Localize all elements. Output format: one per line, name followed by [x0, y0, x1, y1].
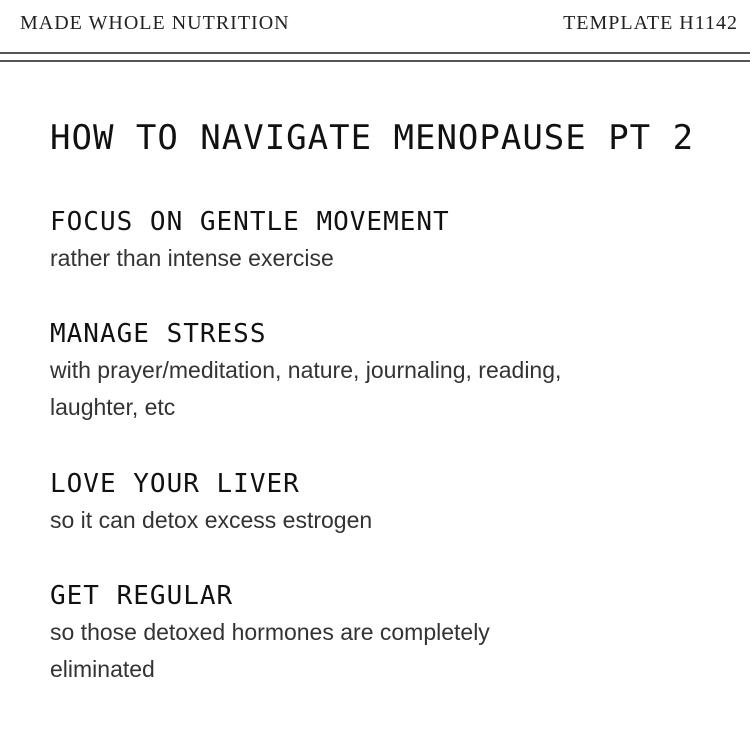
section-text: so those detoxed hormones are completely eliminated — [50, 619, 490, 682]
header-divider-bottom — [0, 60, 750, 62]
template-label: TEMPLATE H1142 — [563, 12, 738, 34]
section-love-liver — [50, 468, 690, 539]
section-heading: FOCUS ON GENTLE MOVEMENT — [50, 207, 450, 237]
header-divider-top — [0, 52, 750, 54]
section-text: rather than intense exercise — [50, 245, 334, 271]
section-get-regular — [50, 580, 690, 688]
page-title: HOW TO NAVIGATE MENOPAUSE PT 2 — [50, 118, 695, 158]
brand-name: MADE WHOLE NUTRITION — [20, 12, 290, 34]
section-text: with prayer/meditation, nature, journaling, reading, laughter, etc — [50, 357, 562, 420]
section-text: so it can detox excess estrogen — [50, 507, 373, 533]
section-heading: GET REGULAR — [50, 581, 234, 611]
section-heading: LOVE YOUR LIVER — [50, 469, 300, 499]
section-gentle-movement — [50, 206, 690, 277]
section-manage-stress — [50, 318, 690, 426]
section-heading: MANAGE STRESS — [50, 319, 267, 349]
